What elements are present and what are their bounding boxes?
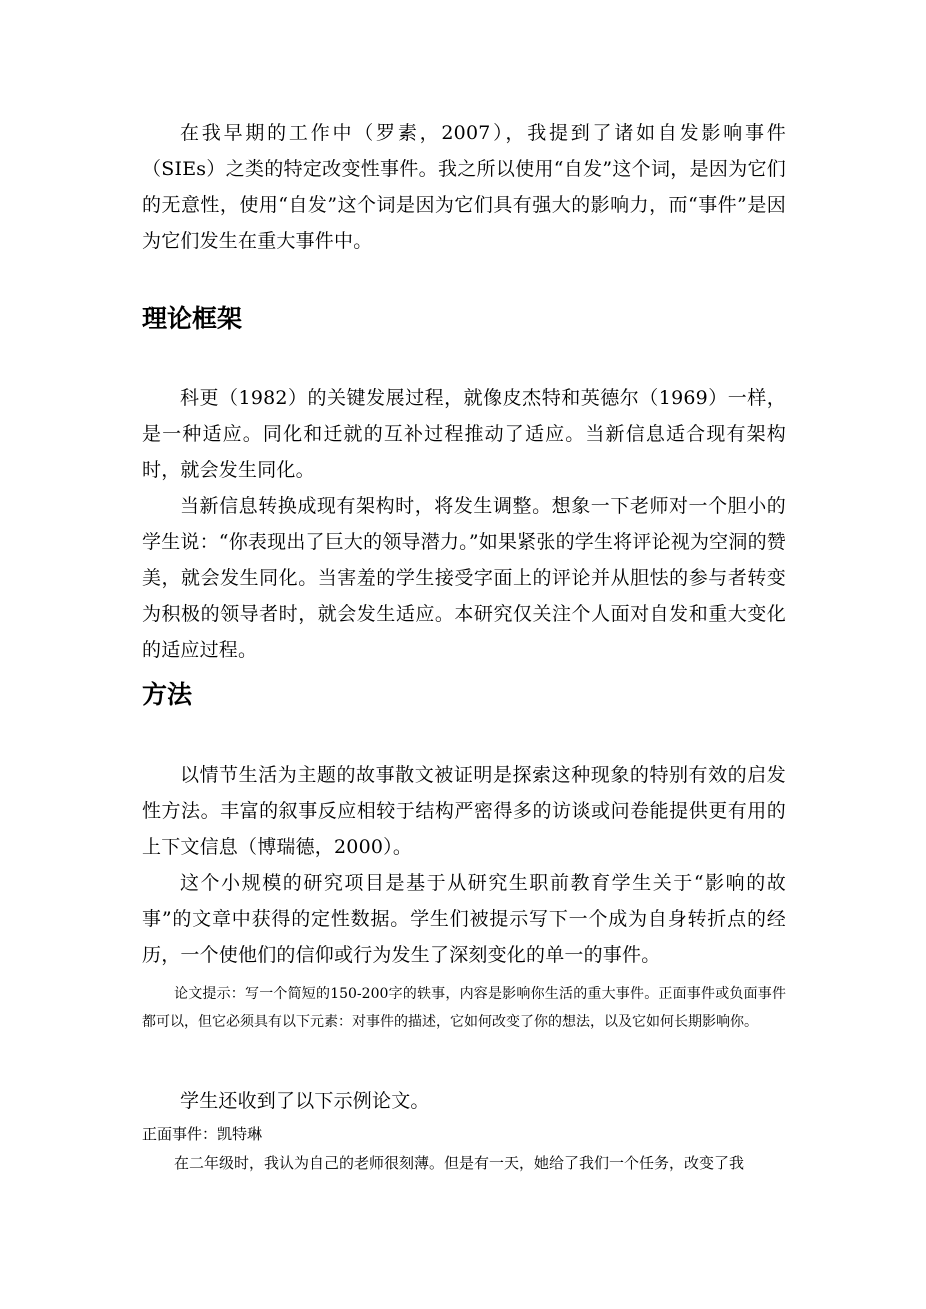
intro-paragraph: 在我早期的工作中（罗素，2007），我提到了诸如自发影响事件（SIEs）之类的特定改变性事件。我之所以使用“自发”这个词，是因为它们的无意性，使用“自发”这个词是因为它们具有强大的影响力，而“事件”是因为它们发生在重大事件中。 (142, 122, 786, 252)
section-heading-theory: 理论框架 (142, 304, 243, 333)
sample-label: 正面事件：凯特琳 (142, 1125, 263, 1143)
sample-essay-text: 在二年级时，我认为自己的老师很刻薄。但是有一天，她给了我们一个任务，改变了我 (174, 1154, 745, 1172)
method-paragraph-2: 这个小规模的研究项目是基于从研究生职前教育学生关于“影响的故事”的文章中获得的定性数据。学生们被提示写下一个成为自身转折点的经历，一个使他们的信仰或行为发生了深刻变化的单一的事件。 (142, 872, 786, 966)
theory-paragraph-2: 当新信息转换成现有架构时，将发生调整。想象一下老师对一个胆小的学生说：“你表现出了巨大的领导潜力。”如果紧张的学生将评论视为空洞的赞美，就会发生同化。当害羞的学生接受字面上的评论并从胆怯的参与者转变为积极的领导者时，就会发生适应。本研究仅关注个人面对自发和重大变化的适应过程。 (142, 495, 786, 661)
section-heading-method: 方法 (142, 680, 193, 709)
essay-prompt: 论文提示：写一个简短的150-200字的轶事，内容是影响你生活的重大事件。正面事件或负面事件都可以，但它必须具有以下元素：对事件的描述，它如何改变了你的想法，以及它如何长期影响你。 (142, 986, 786, 1030)
sample-intro: 学生还收到了以下示例论文。 (180, 1090, 430, 1112)
theory-paragraph-1: 科更（1982）的关键发展过程，就像皮杰特和英德尔（1969）一样，是一种适应。同化和迁就的互补过程推动了适应。当新信息适合现有架构时，就会发生同化。 (142, 387, 786, 481)
method-paragraph-1: 以情节生活为主题的故事散文被证明是探索这种现象的特别有效的启发性方法。丰富的叙事反应相较于结构严密得多的访谈或问卷能提供更有用的上下文信息（博瑞德，2000）。 (142, 764, 786, 858)
